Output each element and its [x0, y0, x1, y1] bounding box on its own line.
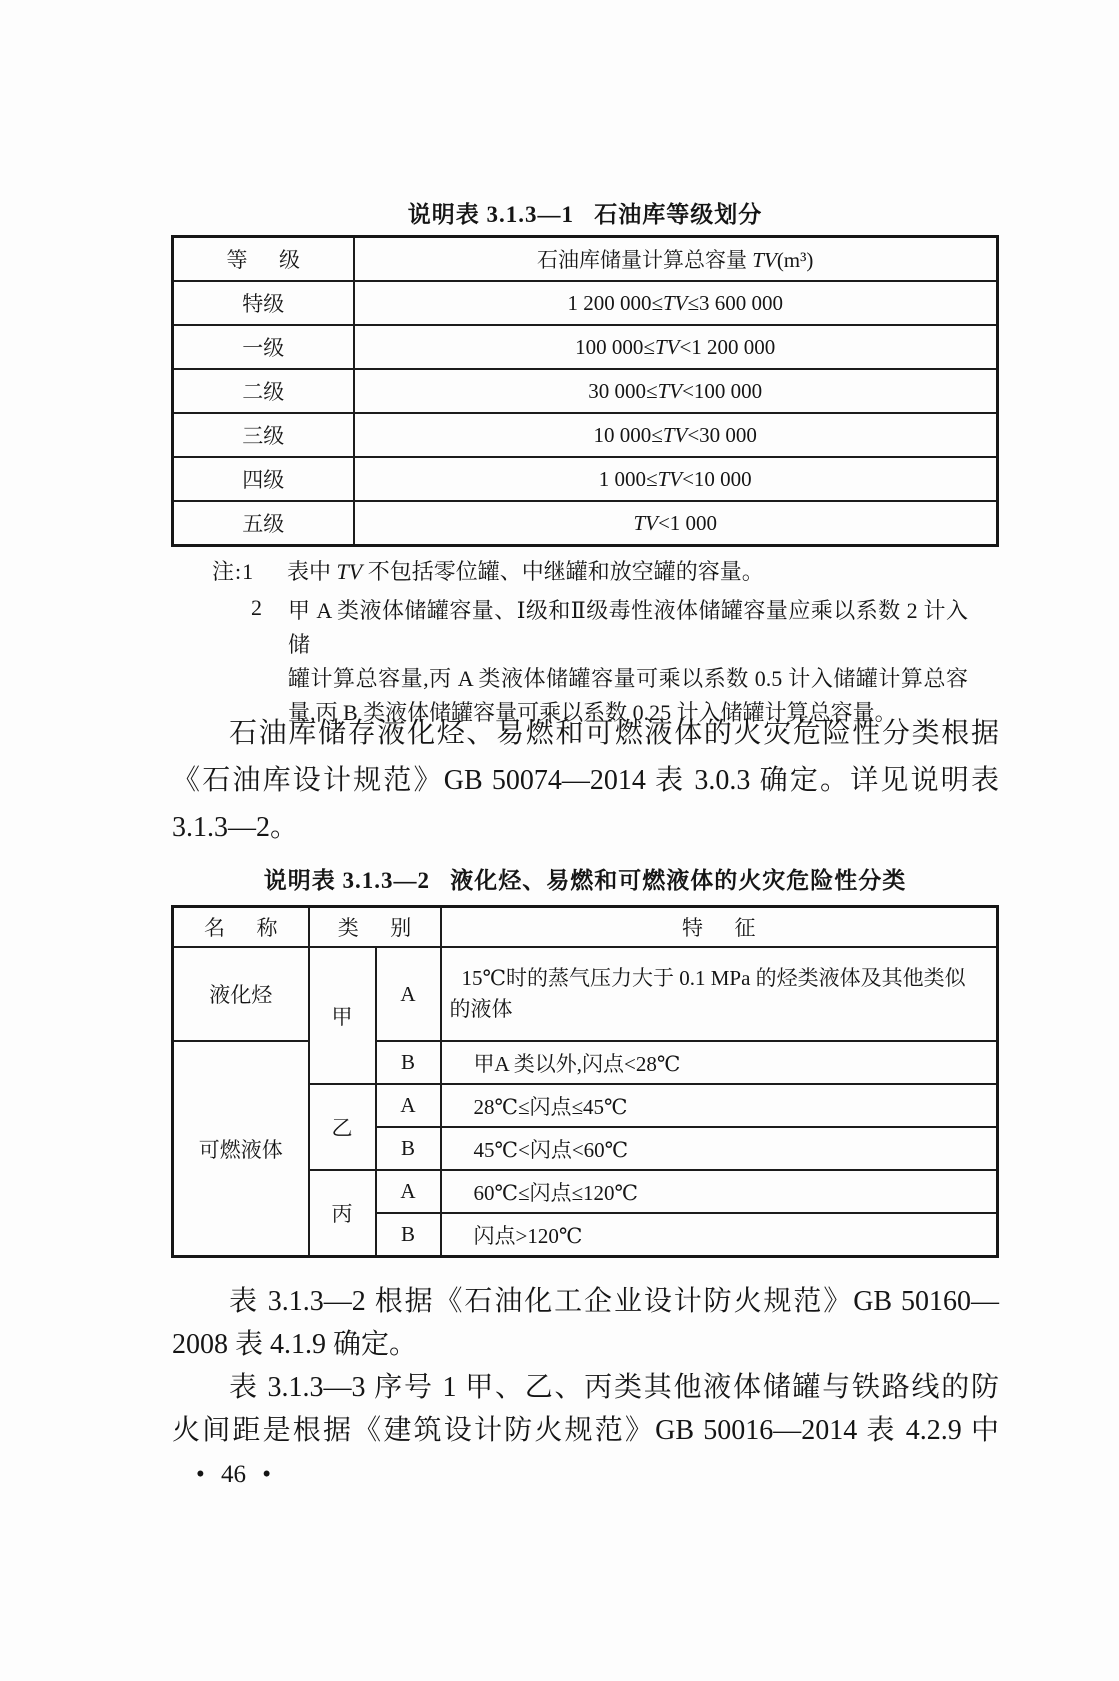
- table2-header-category: 类 别: [309, 907, 441, 948]
- table1-header-row: [173, 237, 998, 282]
- capacity-tv: TV: [654, 334, 680, 359]
- capacity-pre: 30 000≤: [588, 378, 658, 403]
- table1-row-special: [173, 281, 998, 325]
- note-1: [212, 558, 974, 586]
- capacity-pre: 100 000≤: [575, 334, 655, 359]
- table1-row-grade1: [173, 325, 998, 369]
- paragraph-line: 《石油库设计规范》GB 50074—2014 表 3.0.3 确定。详见说明表: [172, 765, 999, 796]
- table1-header-capacity: [354, 237, 998, 282]
- table1-row-grade3: [173, 413, 998, 457]
- paragraph-line: 2008 表 4.1.9 确定。: [172, 1329, 418, 1360]
- feature-cell: 60℃≤闪点≤120℃: [441, 1170, 998, 1213]
- capacity-cell: [354, 369, 998, 413]
- paragraph-line: 3.1.3—2。: [172, 812, 299, 843]
- subcategory-cell: B: [376, 1127, 441, 1170]
- paragraphs-2-3: [172, 1280, 999, 1452]
- table2-fire-hazard-classification: [171, 905, 999, 1258]
- table2-header-row: [173, 907, 998, 948]
- paragraph-line: 火间距是根据《建筑设计防火规范》GB 50016—2014 表 4.2.9 中: [172, 1415, 999, 1446]
- capacity-header-suffix: (m³): [776, 248, 814, 272]
- table2-title: 说明表 3.1.3—2 液化烃、易燃和可燃液体的火灾危险性分类: [263, 868, 907, 893]
- note-2-line: 罐计算总容量,丙 A 类液体储罐容量可乘以系数 0.5 计入储罐计算总容: [288, 666, 968, 691]
- paragraph-line: 表 3.1.3—2 根据《石油化工企业设计防火规范》GB 50160—: [229, 1286, 999, 1317]
- note1-tv: TV: [336, 559, 363, 584]
- name-cell: 可燃液体: [173, 1041, 309, 1257]
- capacity-header-prefix: 石油库储量计算总容量: [537, 248, 753, 272]
- capacity-suf: <30 000: [687, 422, 757, 447]
- feature-cell: 甲A 类以外,闪点<28℃: [441, 1041, 998, 1084]
- capacity-cell: [354, 413, 998, 457]
- grade-cell: 三级: [173, 413, 354, 457]
- table1-title: 说明表 3.1.3—1 石油库等级划分: [407, 202, 763, 227]
- category-cell: 甲: [309, 947, 376, 1084]
- note-label: 注:1: [212, 559, 255, 584]
- capacity-cell: [354, 457, 998, 501]
- capacity-suf: <10 000: [682, 466, 752, 491]
- feature-cell: 28℃≤闪点≤45℃: [441, 1084, 998, 1127]
- capacity-pre: 1 200 000≤: [567, 290, 663, 315]
- capacity-tv: TV: [657, 466, 683, 491]
- grade-cell: 五级: [173, 501, 354, 546]
- capacity-cell: [354, 325, 998, 369]
- subcategory-cell: A: [376, 947, 441, 1041]
- table1-row-grade4: [173, 457, 998, 501]
- note1-suf: 不包括零位罐、中继罐和放空罐的容量。: [362, 559, 764, 584]
- table1-header-grade: 等 级: [173, 237, 354, 282]
- subcategory-cell: B: [376, 1213, 441, 1257]
- table2-header-feature: 特 征: [441, 907, 998, 948]
- capacity-suf: <1 000: [657, 510, 718, 535]
- capacity-header-tv: TV: [752, 248, 777, 272]
- capacity-pre: 10 000≤: [593, 422, 663, 447]
- capacity-pre: 1 000≤: [598, 466, 658, 491]
- capacity-tv: TV: [657, 378, 683, 403]
- capacity-tv: TV: [662, 290, 688, 315]
- category-cell: 丙: [309, 1170, 376, 1257]
- note-2-line: 量,丙 B 类液体储罐容量可乘以系数 0.25 计入储罐计算总容量。: [288, 700, 897, 725]
- grade-cell: 二级: [173, 369, 354, 413]
- feature-cell: 闪点>120℃: [441, 1213, 998, 1257]
- note-2-number: 2: [251, 595, 262, 620]
- feature-cell: 45℃<闪点<60℃: [441, 1127, 998, 1170]
- table1-oil-depot-grades: [171, 235, 999, 547]
- table1-row-grade2: [173, 369, 998, 413]
- subcategory-cell: A: [376, 1170, 441, 1213]
- name-cell: 液化烃: [173, 947, 309, 1041]
- capacity-tv: TV: [633, 510, 658, 535]
- table1-notes: [212, 558, 974, 730]
- note-1-text: [287, 558, 764, 586]
- grade-cell: 特级: [173, 281, 354, 325]
- grade-cell: 一级: [173, 325, 354, 369]
- capacity-cell: [354, 501, 998, 546]
- feature-cell: 15℃时的蒸气压力大于 0.1 MPa 的烃类液体及其他类似的液体: [441, 947, 998, 1041]
- page-number: • 46 •: [196, 1461, 272, 1488]
- category-cell: 乙: [309, 1084, 376, 1170]
- capacity-suf: <1 200 000: [679, 334, 776, 359]
- paragraph-1: [172, 710, 999, 851]
- note-2-line: 甲 A 类液体储罐容量、Ⅰ级和Ⅱ级毒性液体储罐容量应乘以系数 2 计入储: [288, 598, 968, 657]
- grade-cell: 四级: [173, 457, 354, 501]
- capacity-cell: [354, 281, 998, 325]
- table2-row-jia-b: [173, 1041, 998, 1084]
- capacity-suf: <100 000: [682, 378, 763, 403]
- paragraph-line: 表 3.1.3—3 序号 1 甲、乙、丙类其他液体储罐与铁路线的防: [229, 1372, 999, 1403]
- paragraph-line: 石油库储存液化烃、易燃和可燃液体的火灾危险性分类根据: [229, 718, 999, 749]
- table2-row-jia-a: [173, 947, 998, 1041]
- subcategory-cell: B: [376, 1041, 441, 1084]
- subcategory-cell: A: [376, 1084, 441, 1127]
- table2-header-name: 名 称: [173, 907, 309, 948]
- note1-pre: 表中: [287, 559, 337, 584]
- table1-row-grade5: [173, 501, 998, 546]
- capacity-suf: ≤3 600 000: [687, 290, 784, 315]
- capacity-tv: TV: [662, 422, 688, 447]
